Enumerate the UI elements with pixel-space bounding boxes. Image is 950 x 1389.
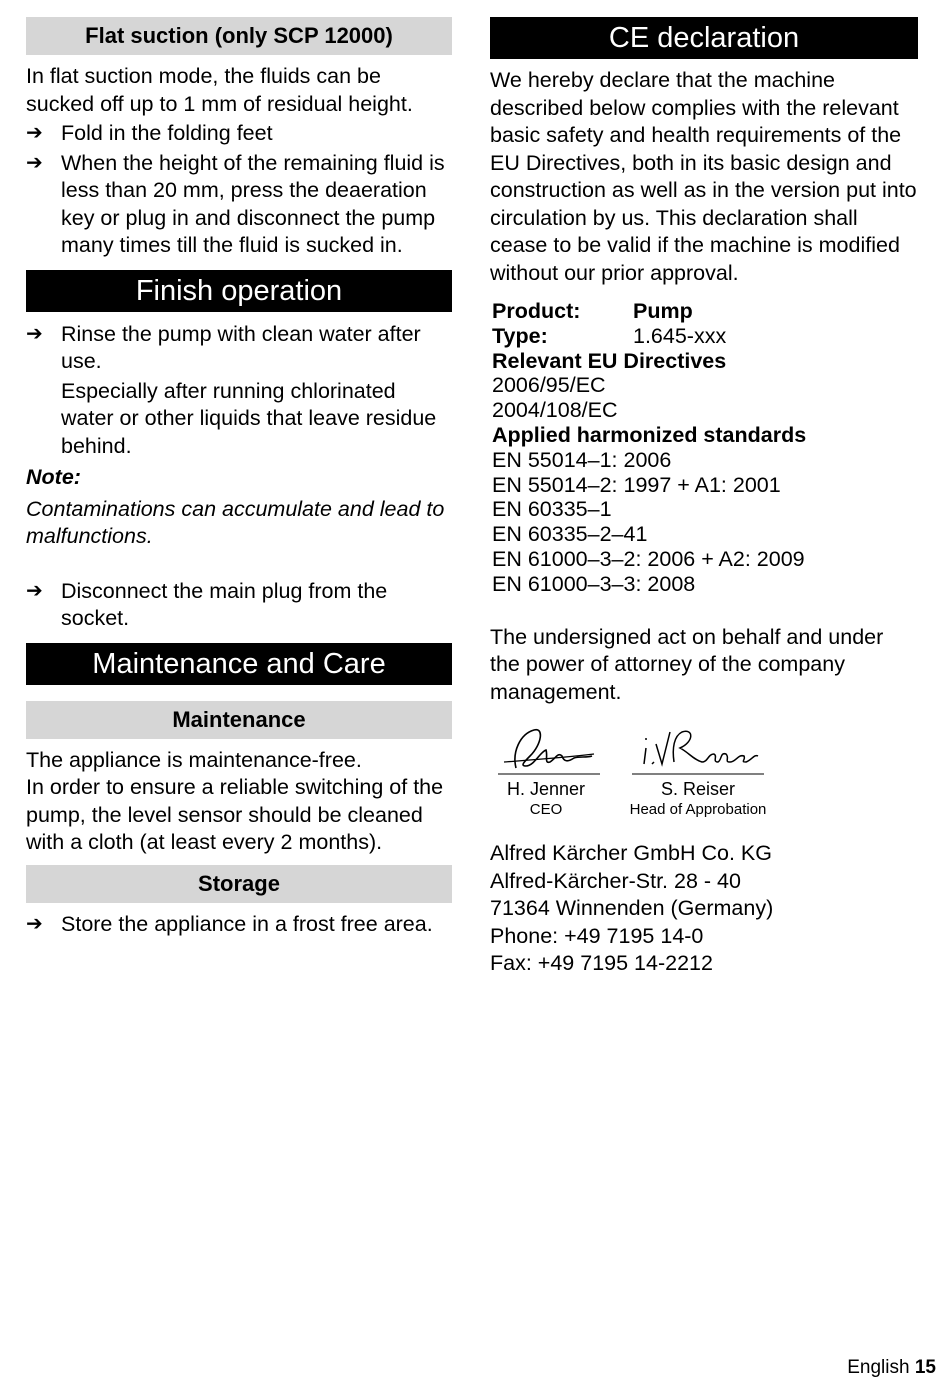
handwritten-signature-icon bbox=[628, 722, 768, 778]
type-row bbox=[492, 324, 918, 349]
finish-step-1 bbox=[26, 321, 452, 376]
arrow-right-icon: ➔ bbox=[26, 912, 43, 935]
ce-intro: We hereby declare that the machine described below complies with the relevant basic safety and health requirements of the EU Directives, both in its basic design and construction as well as in the version put into circulation by us. This declaration shall cease to be valid if the machine is modified without our prior approval. bbox=[490, 68, 917, 285]
flat-suction-step-2-text: When the height of the remaining fluid is less than 20 mm, press the deaeration key or plug in and disconnect the pump many times till the fluid is sucked in. bbox=[61, 150, 445, 257]
flat-suction-intro: In flat suction mode, the fluids can be sucked off up to 1 mm of residual height. bbox=[26, 64, 413, 116]
standard-item: EN 55014–1: 2006 bbox=[492, 447, 672, 472]
flat-suction-step-2 bbox=[26, 150, 452, 260]
signatures bbox=[490, 722, 918, 830]
arrow-right-icon: ➔ bbox=[26, 151, 43, 174]
signature-block-reiser bbox=[628, 722, 768, 820]
address-line: Alfred-Kärcher-Str. 28 - 40 bbox=[490, 868, 741, 893]
handwritten-signature-icon bbox=[490, 722, 602, 778]
standard-item: EN 61000–3–3: 2008 bbox=[492, 571, 696, 596]
address-line: Fax: +49 7195 14-2212 bbox=[490, 951, 713, 976]
product-value: Pump bbox=[633, 299, 693, 323]
arrow-right-icon: ➔ bbox=[26, 322, 43, 345]
arrow-right-icon: ➔ bbox=[26, 579, 43, 602]
finish-step-2 bbox=[26, 578, 452, 633]
flat-suction-heading: Flat suction (only SCP 12000) bbox=[26, 17, 452, 55]
product-spec bbox=[490, 299, 918, 597]
undersigned-text: The undersigned act on behalf and under the power of attorney of the company management. bbox=[490, 624, 884, 704]
product-label: Product: bbox=[492, 299, 581, 323]
footer-language: English bbox=[847, 1357, 910, 1378]
address-line: Alfred Kärcher GmbH Co. KG bbox=[490, 841, 772, 866]
standards-label: Applied harmonized standards bbox=[492, 422, 807, 447]
standard-item: EN 61000–3–2: 2006 + A2: 2009 bbox=[492, 546, 805, 571]
page-number: 15 bbox=[914, 1357, 936, 1378]
company-address bbox=[490, 840, 918, 978]
standard-item: EN 55014–2: 1997 + A1: 2001 bbox=[492, 472, 781, 497]
signatory-role: Head of Approbation bbox=[629, 801, 767, 819]
standard-item: EN 60335–2–41 bbox=[492, 522, 648, 547]
storage-step-1 bbox=[26, 911, 452, 939]
storage-step-1-text: Store the appliance in a frost free area. bbox=[61, 911, 433, 936]
directives-label: Relevant EU Directives bbox=[492, 348, 727, 373]
signature-block-jenner bbox=[490, 722, 602, 820]
arrow-right-icon: ➔ bbox=[26, 122, 43, 144]
signatory-name: S. Reiser bbox=[660, 779, 736, 800]
note-title: Note: bbox=[26, 465, 81, 489]
storage-heading: Storage bbox=[26, 865, 452, 903]
finish-step-1-text: Rinse the pump with clean water after use. bbox=[61, 321, 421, 373]
address-line: Phone: +49 7195 14-0 bbox=[490, 923, 704, 948]
left-column bbox=[26, 17, 452, 938]
address-line: 71364 Winnenden (Germany) bbox=[490, 896, 774, 921]
ce-declaration-heading: CE declaration bbox=[490, 17, 918, 59]
maintenance-text-1: The appliance is maintenance-free. bbox=[26, 747, 362, 772]
maintenance-heading: Maintenance bbox=[26, 701, 452, 739]
finish-step-1-continued: Especially after running chlorinated water or other liquids that leave residue behind. bbox=[61, 378, 437, 458]
finish-operation-heading: Finish operation bbox=[26, 270, 452, 312]
product-row bbox=[492, 299, 918, 324]
right-column bbox=[490, 17, 918, 978]
signatory-name: H. Jenner bbox=[506, 779, 586, 800]
note-text: Contaminations can accumulate and lead to malfunctions. bbox=[26, 496, 445, 548]
type-value: 1.645-xxx bbox=[633, 323, 727, 348]
directive-item: 2006/95/EC bbox=[492, 373, 606, 398]
standard-item: EN 60335–1 bbox=[492, 497, 612, 522]
flat-suction-step-1 bbox=[26, 120, 452, 148]
flat-suction-step-1-text: Fold in the folding feet bbox=[61, 121, 273, 145]
maintenance-care-heading: Maintenance and Care bbox=[26, 643, 452, 685]
directive-item: 2004/108/EC bbox=[492, 398, 618, 423]
type-label: Type: bbox=[492, 323, 548, 348]
maintenance-text-2: In order to ensure a reliable switching of the pump, the level sensor should be cleaned with a cloth (at least every 2 months). bbox=[26, 775, 444, 854]
page-footer bbox=[847, 1356, 936, 1380]
finish-step-2-text: Disconnect the main plug from the socket. bbox=[61, 578, 388, 630]
signatory-role: CEO bbox=[529, 801, 563, 819]
